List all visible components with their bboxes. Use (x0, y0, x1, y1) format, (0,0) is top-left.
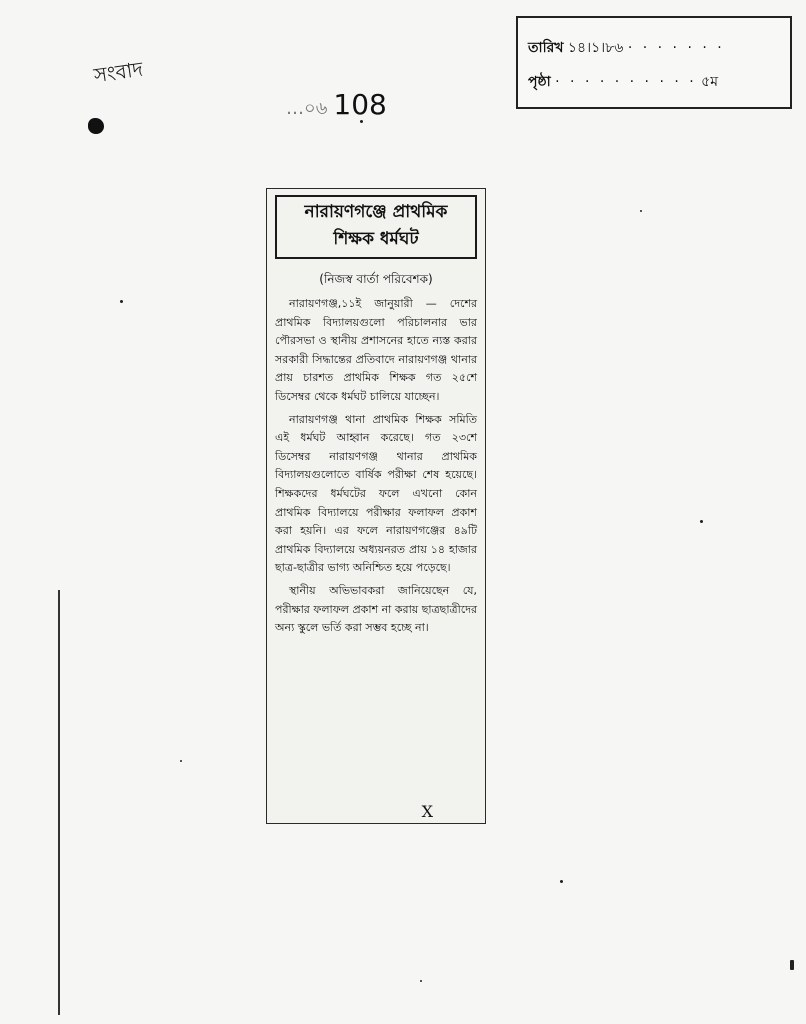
clipping-paragraph-1: নারায়ণগঞ্জ,১১ই জানুয়ারী — দেশের প্রাথমিক বিদ্যালয়গুলো পরিচালনার ভার পৌরসভা ও স্থানীয় প্রশাসনের হাতে ন্যস্ত করার সরকারী সিদ্ধান্তের প্রতিবাদে নারায়ণগঞ্জ থানার প্রায় চারশত প্রাথমিক শিক্ষক গত ২৫শে ডিসেম্বর থেকে ধর্মঘট চালিয়ে যাচ্ছেন। (275, 297, 477, 403)
date-page-box (516, 16, 792, 109)
scan-speckle (180, 760, 182, 762)
page-number-stamp (286, 88, 387, 125)
scan-speckle (790, 960, 794, 970)
page-number-value: 108 (333, 88, 387, 121)
handwritten-mark: X (421, 802, 433, 821)
date-label: তারিখ (528, 40, 564, 56)
scan-edge-line (58, 590, 60, 1015)
date-line (528, 36, 725, 60)
clipping-paragraph-3: স্থানীয় অভিভাবকরা জানিয়েছেন যে, পরীক্ষার ফলাফল প্রকাশ না করায় ছাত্রছাত্রীদের অন্য স্কুলে ভর্তি করা সম্ভব হচ্ছে না। (275, 583, 478, 635)
date-dots: · · · · · · · (627, 40, 725, 56)
page-dots: · · · · · · · · · · (555, 74, 697, 90)
page-line (528, 70, 718, 94)
page-label: পৃষ্ঠা (528, 74, 551, 90)
headline-line-1: নারায়ণগঞ্জে প্রাথমিক (304, 202, 448, 222)
page-number-faint: …০৬ (286, 98, 328, 119)
ink-blot (88, 118, 104, 134)
scan-speckle (700, 520, 703, 523)
scan-speckle (120, 300, 123, 303)
date-value: ১৪।১।৮৬ (567, 40, 624, 56)
clipping-byline: (নিজস্ব বার্তা পরিবেশক) (319, 272, 433, 286)
clipping-paragraph-2: নারায়ণগঞ্জ থানা প্রাথমিক শিক্ষক সমিতি এই ধর্মঘট আহ্বান করেছে। গত ২৩শে ডিসেম্বর নারায়ণগঞ্জ থানার প্রাথমিক বিদ্যালয়গুলোতে বার্ষিক পরীক্ষা শেষ হয়েছে। শিক্ষকদের ধর্মঘটের ফলে এখনো কোন প্রাথমিক বিদ্যালয়ে পরীক্ষার ফলাফল প্রকাশ করা হয়নি। এর ফলে নারায়ণগঞ্জের ৪৯টি প্রাথমিক বিদ্যালয়ে অধ্যয়নরত প্রায় ১৪ হাজার ছাত্র-ছাত্রীর ভাগ্য অনিশ্চিত হয়ে পড়েছে। (275, 412, 477, 575)
clipping-headline (275, 195, 477, 259)
newspaper-clipping (266, 188, 486, 824)
page-value: ৫ম (701, 74, 719, 90)
newspaper-source-note: সংবাদ (92, 56, 145, 88)
scan-speckle (420, 980, 422, 982)
headline-line-2: শিক্ষক ধর্মঘট (333, 229, 419, 249)
scan-speckle (560, 880, 563, 883)
scan-speckle (640, 210, 642, 212)
